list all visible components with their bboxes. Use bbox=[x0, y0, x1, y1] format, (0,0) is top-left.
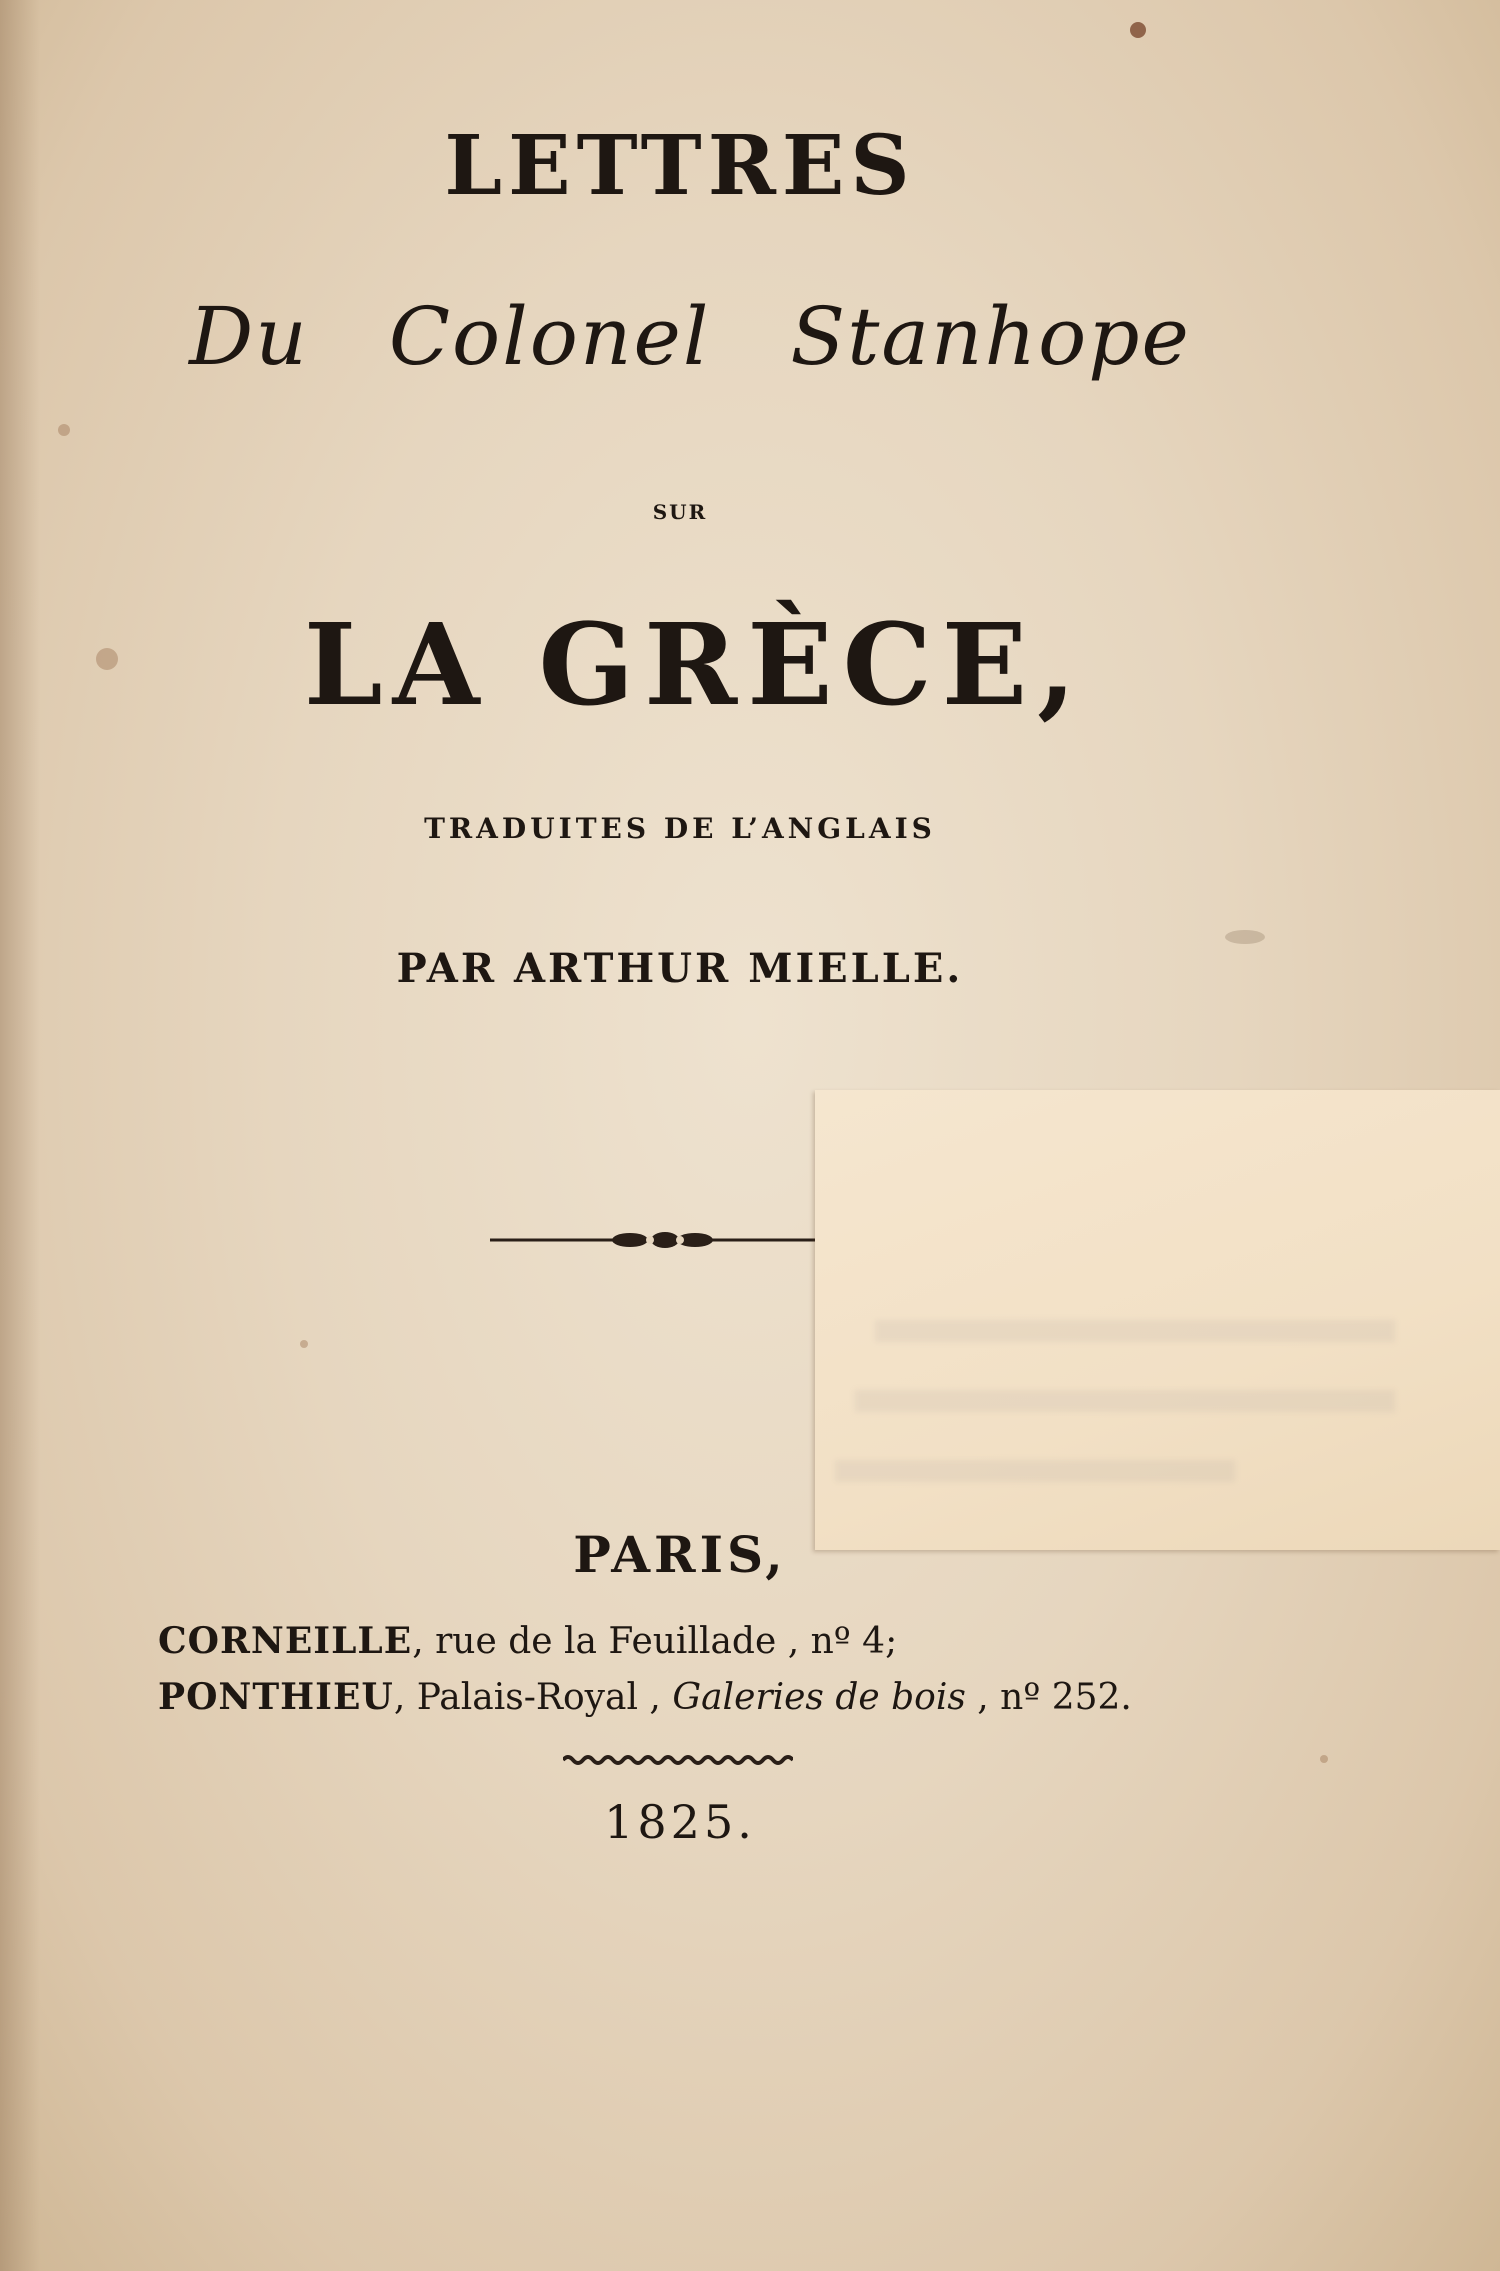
address-ponthieu-end: , nº 252. bbox=[965, 1677, 1132, 1718]
title-du-colonel-stanhope bbox=[0, 290, 1380, 383]
foxing-spot bbox=[58, 424, 70, 436]
foxing-spot bbox=[1225, 930, 1265, 944]
ornament-rule bbox=[490, 1228, 820, 1252]
title-colonel: Colonel bbox=[388, 290, 711, 383]
wavy-rule bbox=[563, 1752, 793, 1768]
title-lettres: LETTRES bbox=[444, 118, 916, 214]
publisher-corneille: CORNEILLE bbox=[158, 1620, 413, 1662]
title-traduites: TRADUITES DE L’ANGLAIS bbox=[424, 812, 936, 845]
translator-line: PAR ARTHUR MIELLE. bbox=[396, 945, 964, 992]
title-du: Du bbox=[189, 290, 309, 383]
address-ponthieu-italic: Galeries de bois bbox=[672, 1677, 966, 1718]
title-sur: SUR bbox=[652, 500, 708, 524]
imprint-line-corneille bbox=[158, 1620, 897, 1662]
address-corneille: , rue de la Feuillade , nº 4; bbox=[412, 1621, 898, 1662]
foxing-spot bbox=[1130, 22, 1146, 38]
imprint-city: PARIS, bbox=[573, 1525, 787, 1584]
title-stanhope: Stanhope bbox=[790, 290, 1191, 383]
imprint-line-ponthieu bbox=[158, 1676, 1132, 1718]
publisher-ponthieu: PONTHIEU bbox=[158, 1676, 394, 1718]
title-la-grece: LA GRÈCE, bbox=[303, 600, 1087, 731]
foxing-spot bbox=[1320, 1755, 1328, 1763]
pasted-paper-label bbox=[815, 1090, 1500, 1550]
foxing-spot bbox=[300, 1340, 308, 1348]
address-ponthieu-start: , Palais-Royal , bbox=[393, 1677, 673, 1718]
show-through-text bbox=[855, 1390, 1395, 1412]
show-through-text bbox=[835, 1460, 1235, 1482]
publication-year: 1825. bbox=[604, 1795, 756, 1849]
show-through-text bbox=[875, 1320, 1395, 1342]
